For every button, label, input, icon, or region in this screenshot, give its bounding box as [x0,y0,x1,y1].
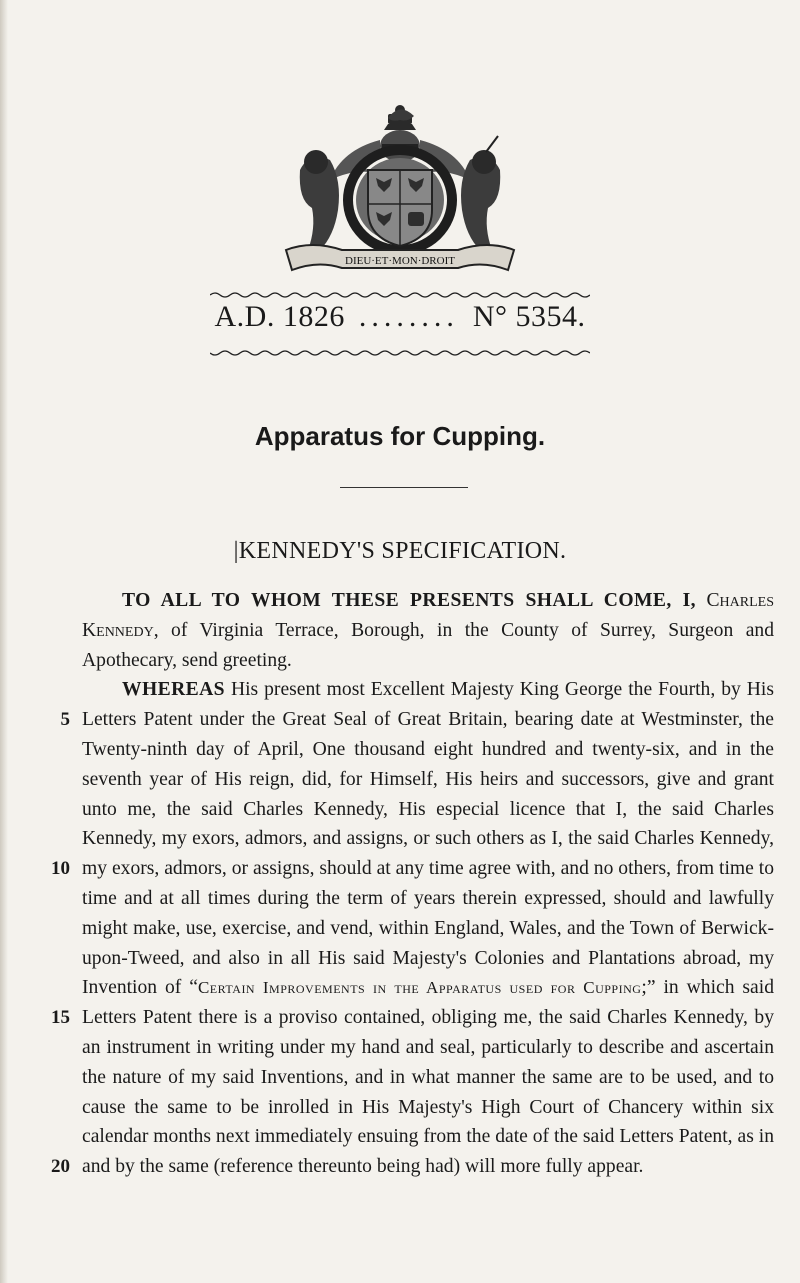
whereas-lead: WHEREAS [122,679,225,701]
opening-lead: TO ALL TO WHOM THESE PRESENTS SHALL COME, I, [122,590,696,611]
title-divider [340,487,468,488]
patent-number: N° 5354. [472,300,586,333]
opening-rest: of Virginia Terrace, Borough, in the County of Surrey, Surgeon and Apothecary, send greeting. [82,619,774,671]
whereas-text-b: ;” in which said Letters Patent there is a proviso contained, obliging me, the said Charles Kennedy, by an instrument in writing under my hand and seal, particularly to describe and ascertain the nature of my said Inventions, and in what manner the same are to be used, and to cause the same to be inrolled in His Majesty's High Court of Chancery within six calendar months next immediately ensuing from the date of the said Letters Patent, as in and by the same (reference thereunto being had) will more fully appear. [82,977,774,1178]
line-number: 20 [51,1156,70,1177]
ornamental-rule-top [210,291,590,299]
leader-dots: ........ [358,300,459,333]
patent-header [0,300,800,334]
page-edge-shadow [0,0,8,1283]
specification-heading: |KENNEDY'S SPECIFICATION. [233,538,567,564]
whereas-paragraph [82,675,774,1182]
invention-title: Certain Improvements in the Apparatus used for Cupping [197,978,642,998]
line-number: 10 [51,858,70,879]
specification-body [82,586,774,1182]
royal-coat-of-arms-icon [272,100,528,276]
patentee-name: Charles Kennedy, [82,590,774,641]
line-number: 15 [51,1007,70,1028]
line-number: 5 [60,709,70,730]
document-title: Apparatus for Cupping. [254,421,546,451]
patent-year: A.D. 1826 [214,300,345,333]
whereas-text-a: His present most Excellent Majesty King George the Fourth, by His Letters Patent under the Great Seal of Great Britain, bearing date at Westminster, the Twenty-ninth day of April, One thousand eight hundred and twenty-six, and in the seventh year of His reign, did, for Himself, His heirs and successors, give and grant unto me, the said Charles Kennedy, His especial licence that I, the said Charles Kennedy, my exors, admors, and assigns, or such others as I, the said Charles Kennedy, my exors, admors, or assigns, should at any time agree with, and no others, from time to time and at all times during the term of years therein expressed, should and lawfully might make, use, exercise, and vend, within England, Wales, and the Town of Berwick-upon-Tweed, and also in all His said Majesty's Colonies and Plantations abroad, my Invention of “ [82,679,774,999]
ornamental-rule-bottom [210,349,590,357]
svg-text:DIEU·ET·MON·DROIT: DIEU·ET·MON·DROIT [345,255,455,267]
opening-paragraph [82,586,774,675]
